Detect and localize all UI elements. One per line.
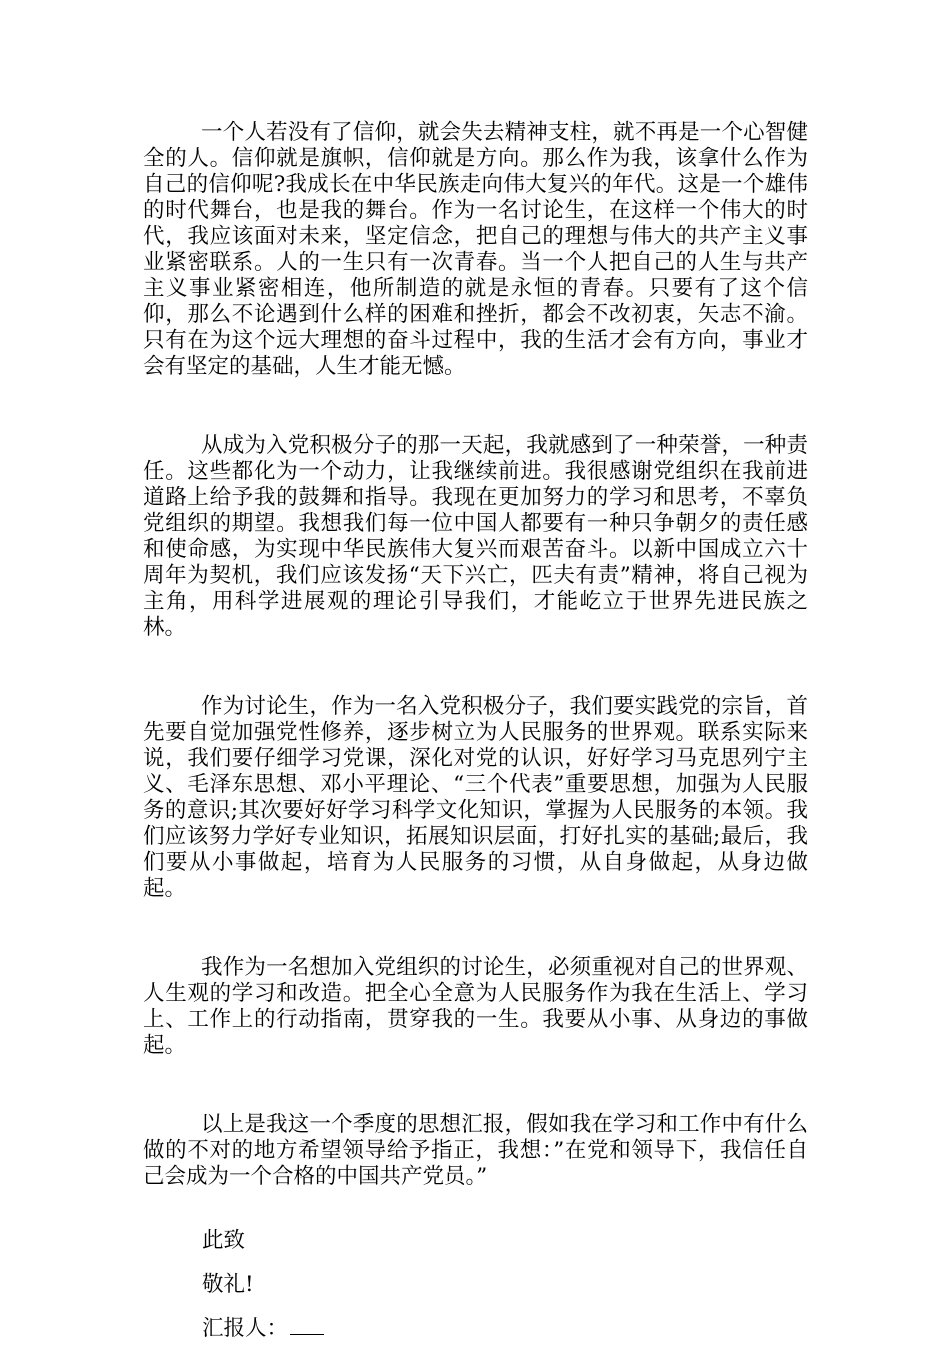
reporter-label: 汇报人： — [202, 1316, 289, 1341]
paragraph-worldview: 我作为一名想加入党组织的讨论生，必须重视对自己的世界观、人生观的学习和改造。把全心全意为人民服务作为我在生活上、学习上、工作上的行动指南，贯穿我的一生。我要从小事、从身边的事做起。 — [143, 955, 808, 1058]
closing-regards: 敬礼! — [202, 1272, 254, 1297]
paragraph-activist-honor: 从成为入党积极分子的那一天起，我就感到了一种荣誉，一种责任。这些都化为一个动力，让我继续前进。我很感谢党组织在我前进道路上给予我的鼓舞和指导。我现在更加努力的学习和思考，不辜负党组织的期望。我想我们每一位中国人都要有一种只争朝夕的责任感和使命感，为实现中华民族伟大复兴而艰苦奋斗。以新中国成立六十周年为契机，我们应该发扬“天下兴亡，匹夫有责”精神，将自己视为主角，用科学进展观的理论引导我们，才能屹立于世界先进民族之林。 — [143, 433, 808, 640]
paragraph-summary: 以上是我这一个季度的思想汇报，假如我在学习和工作中有什么做的不对的地方希望领导给予指正，我想：”在党和领导下，我信任自己会成为一个合格的中国共产党员。” — [143, 1112, 808, 1189]
reporter-name-blank — [290, 1316, 324, 1335]
paragraph-faith: 一个人若没有了信仰，就会失去精神支柱，就不再是一个心智健全的人。信仰就是旗帜，信仰就是方向。那么作为我，该拿什么作为自己的信仰呢?我成长在中华民族走向伟大复兴的年代。这是一个雄伟的时代舞台，也是我的舞台。作为一名讨论生，在这样一个伟大的时代，我应该面对未来，坚定信念，把自己的理想与伟大的共产主义事业紧密联系。人的一生只有一次青春。当一个人把自己的人生与共产主义事业紧密相连，他所制造的就是永恒的青春。只要有了这个信仰，那么不论遇到什么样的困难和挫折，都会不改初衷，矢志不渝。只有在为这个远大理想的奋斗过程中，我的生活才会有方向，事业才会有坚定的基础，人生才能无憾。 — [143, 120, 808, 379]
reporter-line — [143, 1316, 808, 1342]
document-body — [143, 120, 808, 1360]
paragraph-practice-purpose: 作为讨论生，作为一名入党积极分子，我们要实践党的宗旨，首先要自觉加强党性修养，逐步树立为人民服务的世界观。联系实际来说，我们要仔细学习党课，深化对党的认识，好好学习马克思列宁主义、毛泽东思想、邓小平理论、“三个代表”重要思想，加强为人民服务的意识;其次要好好学习科学文化知识，掌握为人民服务的本领。我们应该努力学好专业知识，拓展知识层面，打好扎实的基础;最后，我们要从小事做起，培育为人民服务的习惯，从自身做起，从身边做起。 — [143, 694, 808, 901]
closing-salutation: 此致 — [202, 1228, 246, 1253]
